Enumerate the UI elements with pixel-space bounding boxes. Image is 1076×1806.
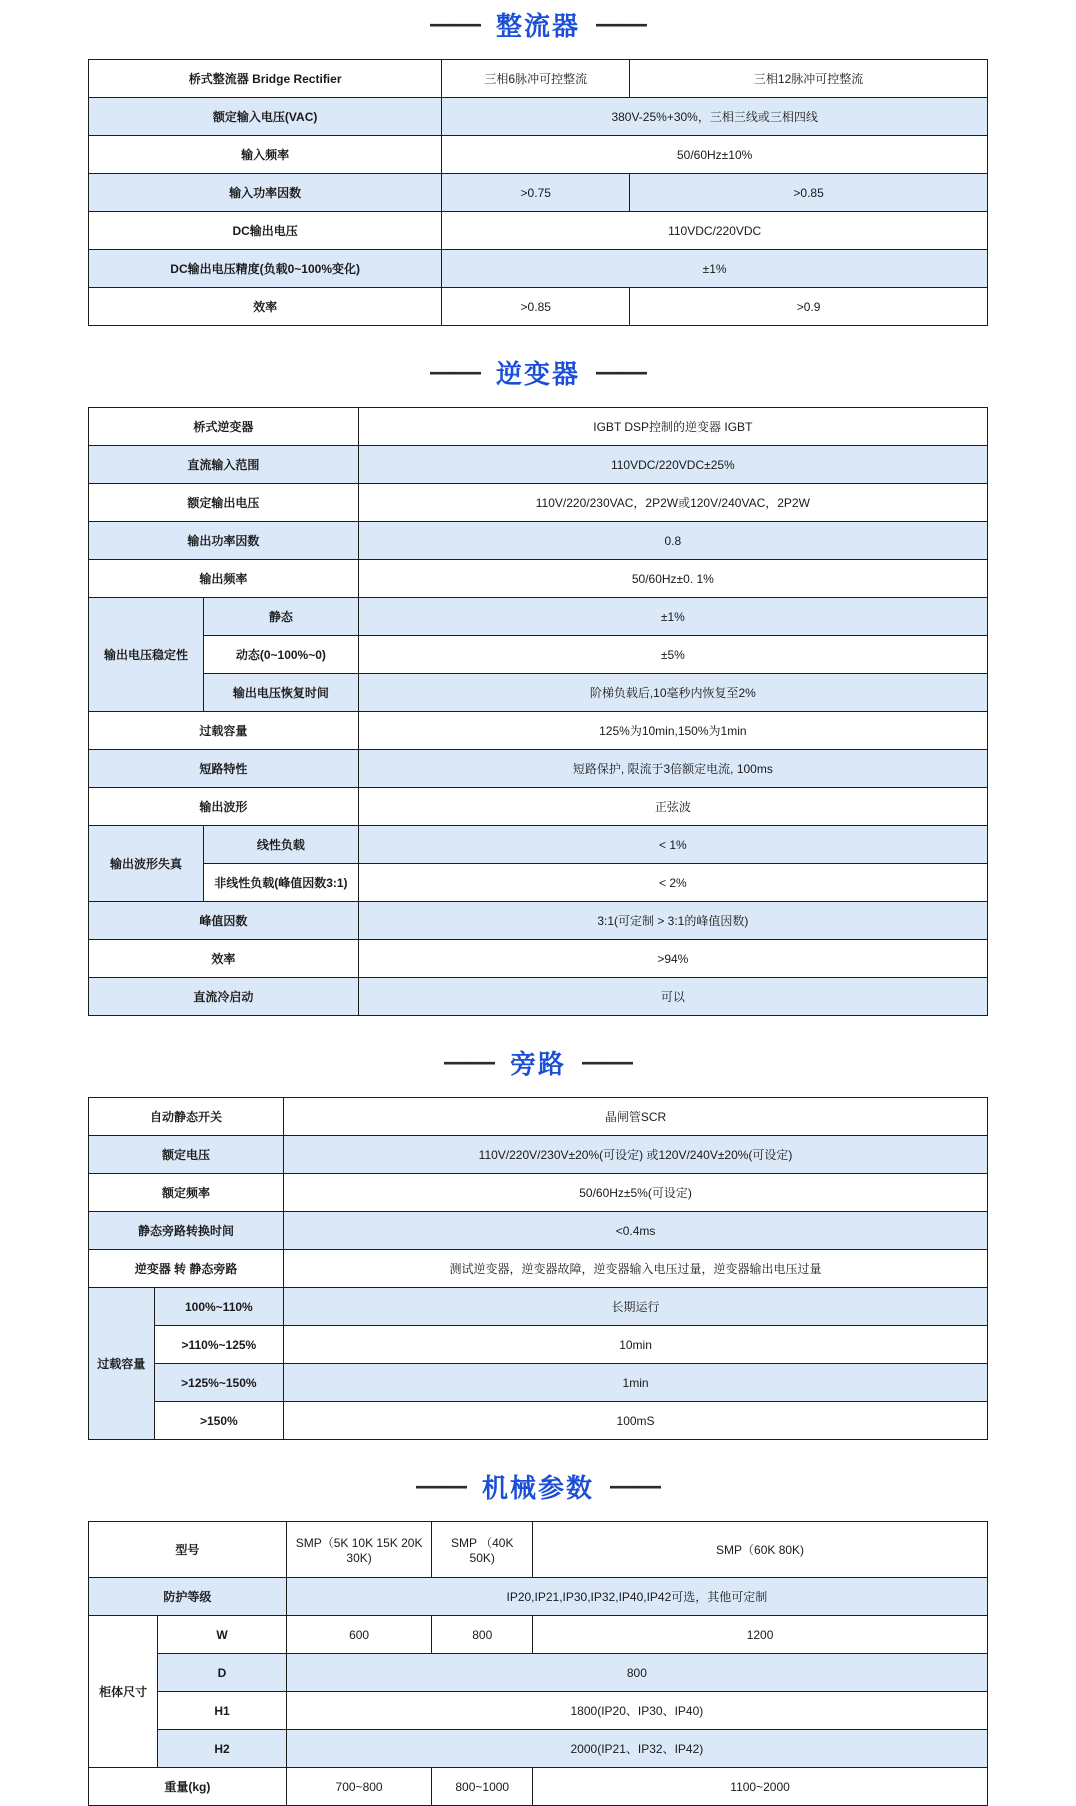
table-row: [89, 826, 988, 864]
table-row: [89, 98, 988, 136]
spec-label-cell: 输入频率: [89, 136, 442, 174]
spec-label-cell: 峰值因数: [89, 902, 359, 940]
table-row: [89, 1730, 988, 1768]
spec-label-cell: W: [158, 1616, 287, 1654]
spec-value-cell: 110VDC/220VDC: [442, 212, 988, 250]
spec-label-cell: DC输出电压精度(负载0~100%变化): [89, 250, 442, 288]
spec-sheet: [88, 8, 988, 1806]
table-row: [89, 598, 988, 636]
rectifier-spec-table: [88, 59, 988, 326]
spec-value-cell: 50/60Hz±5%(可设定): [284, 1174, 988, 1212]
section-title-bypass: [88, 1046, 988, 1082]
spec-value-cell: 110VDC/220VDC±25%: [358, 446, 987, 484]
spec-value-cell: 长期运行: [284, 1288, 988, 1326]
spec-label-cell: 静态: [204, 598, 359, 636]
spec-label-cell: 输出频率: [89, 560, 359, 598]
table-row: [89, 636, 988, 674]
spec-label-cell: 非线性负载(峰值因数3:1): [204, 864, 359, 902]
section-title-text: 旁路: [509, 1049, 566, 1079]
spec-value-cell: 3:1(可定制 > 3:1的峰值因数): [358, 902, 987, 940]
spec-label-cell: 桥式逆变器: [89, 408, 359, 446]
spec-label-cell: 柜体尺寸: [89, 1616, 158, 1768]
spec-value-cell: ±1%: [442, 250, 988, 288]
table-row: [89, 902, 988, 940]
table-row: [89, 940, 988, 978]
spec-value-cell: 三相12脉冲可控整流: [630, 60, 988, 98]
table-row: [89, 1212, 988, 1250]
spec-value-cell: >0.75: [442, 174, 630, 212]
spec-value-cell: 10min: [284, 1326, 988, 1364]
bypass-spec-table: [88, 1097, 988, 1440]
table-row: [89, 174, 988, 212]
section-inverter: [88, 356, 988, 1016]
table-row: [89, 408, 988, 446]
spec-value-cell: SMP（5K 10K 15K 20K 30K): [286, 1522, 432, 1578]
spec-label-cell: 短路特性: [89, 750, 359, 788]
table-row: [89, 60, 988, 98]
spec-label-cell: 额定输出电压: [89, 484, 359, 522]
spec-value-cell: 800: [286, 1654, 987, 1692]
section-title-rectifier: [88, 8, 988, 44]
spec-value-cell: 800~1000: [432, 1768, 533, 1806]
spec-value-cell: 正弦波: [358, 788, 987, 826]
table-row: [89, 212, 988, 250]
spec-label-cell: 线性负载: [204, 826, 359, 864]
spec-value-cell: >0.85: [442, 288, 630, 326]
table-row: [89, 484, 988, 522]
spec-value-cell: 可以: [358, 978, 987, 1016]
table-row: [89, 1578, 988, 1616]
spec-value-cell: IP20,IP21,IP30,IP32,IP40,IP42可选，其他可定制: [286, 1578, 987, 1616]
section-title-mechanical: [88, 1470, 988, 1506]
spec-label-cell: 效率: [89, 288, 442, 326]
title-dash-right: ——: [610, 1470, 660, 1500]
table-row: [89, 1288, 988, 1326]
spec-label-cell: 自动静态开关: [89, 1098, 284, 1136]
spec-label-cell: >125%~150%: [154, 1364, 283, 1402]
spec-label-cell: 输出波形: [89, 788, 359, 826]
spec-label-cell: >110%~125%: [154, 1326, 283, 1364]
spec-label-cell: 效率: [89, 940, 359, 978]
table-row: [89, 1692, 988, 1730]
inverter-spec-table: [88, 407, 988, 1016]
spec-label-cell: H1: [158, 1692, 287, 1730]
spec-value-cell: 50/60Hz±10%: [442, 136, 988, 174]
spec-value-cell: 110V/220V/230V±20%(可设定) 或120V/240V±20%(可设定): [284, 1136, 988, 1174]
title-dash-left: ——: [429, 8, 480, 38]
spec-value-cell: 短路保护, 限流于3倍额定电流, 100ms: [358, 750, 987, 788]
title-dash-right: ——: [582, 1046, 632, 1076]
spec-label-cell: 型号: [89, 1522, 287, 1578]
spec-label-cell: 输出电压稳定性: [89, 598, 204, 712]
spec-value-cell: 测试逆变器，逆变器故障，逆变器输入电压过量，逆变器输出电压过量: [284, 1250, 988, 1288]
spec-value-cell: 2000(IP21、IP32、IP42): [286, 1730, 987, 1768]
section-bypass: [88, 1046, 988, 1440]
spec-value-cell: >0.85: [630, 174, 988, 212]
table-row: [89, 1136, 988, 1174]
spec-label-cell: 过载容量: [89, 712, 359, 750]
spec-value-cell: >0.9: [630, 288, 988, 326]
spec-value-cell: 晶闸管SCR: [284, 1098, 988, 1136]
spec-value-cell: 0.8: [358, 522, 987, 560]
spec-value-cell: 三相6脉冲可控整流: [442, 60, 630, 98]
table-row: [89, 288, 988, 326]
spec-value-cell: 100mS: [284, 1402, 988, 1440]
spec-label-cell: 桥式整流器 Bridge Rectifier: [89, 60, 442, 98]
title-dash-left: ——: [415, 1470, 466, 1500]
spec-value-cell: 阶梯负载后,10毫秒内恢复至2%: [358, 674, 987, 712]
table-row: [89, 250, 988, 288]
spec-value-cell: 700~800: [286, 1768, 432, 1806]
spec-value-cell: 1800(IP20、IP30、IP40): [286, 1692, 987, 1730]
table-row: [89, 674, 988, 712]
table-row: [89, 1402, 988, 1440]
spec-value-cell: >94%: [358, 940, 987, 978]
table-row: [89, 446, 988, 484]
spec-label-cell: H2: [158, 1730, 287, 1768]
spec-label-cell: 静态旁路转换时间: [89, 1212, 284, 1250]
table-row: [89, 1768, 988, 1806]
table-row: [89, 712, 988, 750]
table-row: [89, 1616, 988, 1654]
spec-value-cell: < 2%: [358, 864, 987, 902]
spec-value-cell: 600: [286, 1616, 432, 1654]
section-rectifier: [88, 8, 988, 326]
table-row: [89, 522, 988, 560]
mechanical-spec-table: [88, 1521, 988, 1806]
spec-label-cell: 输出波形失真: [89, 826, 204, 902]
spec-value-cell: 50/60Hz±0. 1%: [358, 560, 987, 598]
section-mechanical: [88, 1470, 988, 1806]
spec-label-cell: 输入功率因数: [89, 174, 442, 212]
table-row: [89, 1098, 988, 1136]
table-row: [89, 136, 988, 174]
spec-value-cell: 380V-25%+30%，三相三线或三相四线: [442, 98, 988, 136]
title-dash-left: ——: [443, 1046, 494, 1076]
spec-value-cell: SMP （40K 50K): [432, 1522, 533, 1578]
spec-value-cell: < 1%: [358, 826, 987, 864]
spec-label-cell: 100%~110%: [154, 1288, 283, 1326]
spec-value-cell: ±1%: [358, 598, 987, 636]
table-row: [89, 560, 988, 598]
spec-value-cell: 125%为10min,150%为1min: [358, 712, 987, 750]
title-dash-left: ——: [429, 356, 480, 386]
spec-label-cell: 直流输入范围: [89, 446, 359, 484]
spec-value-cell: 110V/220/230VAC，2P2W或120V/240VAC，2P2W: [358, 484, 987, 522]
table-row: [89, 1364, 988, 1402]
section-title-text: 逆变器: [495, 359, 580, 389]
table-row: [89, 1326, 988, 1364]
spec-label-cell: 逆变器 转 静态旁路: [89, 1250, 284, 1288]
section-title-text: 整流器: [495, 11, 580, 41]
spec-value-cell: IGBT DSP控制的逆变器 IGBT: [358, 408, 987, 446]
spec-label-cell: DC输出电压: [89, 212, 442, 250]
spec-label-cell: 防护等级: [89, 1578, 287, 1616]
table-row: [89, 1522, 988, 1578]
table-row: [89, 864, 988, 902]
spec-value-cell: <0.4ms: [284, 1212, 988, 1250]
spec-label-cell: >150%: [154, 1402, 283, 1440]
table-row: [89, 978, 988, 1016]
table-row: [89, 1654, 988, 1692]
spec-value-cell: 1100~2000: [533, 1768, 988, 1806]
spec-label-cell: 直流冷启动: [89, 978, 359, 1016]
title-dash-right: ——: [596, 356, 646, 386]
spec-label-cell: 过载容量: [89, 1288, 155, 1440]
table-row: [89, 750, 988, 788]
spec-label-cell: 动态(0~100%~0): [204, 636, 359, 674]
spec-value-cell: 800: [432, 1616, 533, 1654]
spec-label-cell: 额定频率: [89, 1174, 284, 1212]
spec-label-cell: 重量(kg): [89, 1768, 287, 1806]
section-title-inverter: [88, 356, 988, 392]
section-title-text: 机械参数: [481, 1473, 594, 1503]
spec-value-cell: 1min: [284, 1364, 988, 1402]
spec-value-cell: SMP（60K 80K): [533, 1522, 988, 1578]
spec-label-cell: 额定电压: [89, 1136, 284, 1174]
spec-value-cell: 1200: [533, 1616, 988, 1654]
spec-label-cell: 输出电压恢复时间: [204, 674, 359, 712]
table-row: [89, 1174, 988, 1212]
title-dash-right: ——: [596, 8, 646, 38]
spec-label-cell: 额定输入电压(VAC): [89, 98, 442, 136]
table-row: [89, 1250, 988, 1288]
spec-value-cell: ±5%: [358, 636, 987, 674]
spec-label-cell: 输出功率因数: [89, 522, 359, 560]
spec-label-cell: D: [158, 1654, 287, 1692]
table-row: [89, 788, 988, 826]
